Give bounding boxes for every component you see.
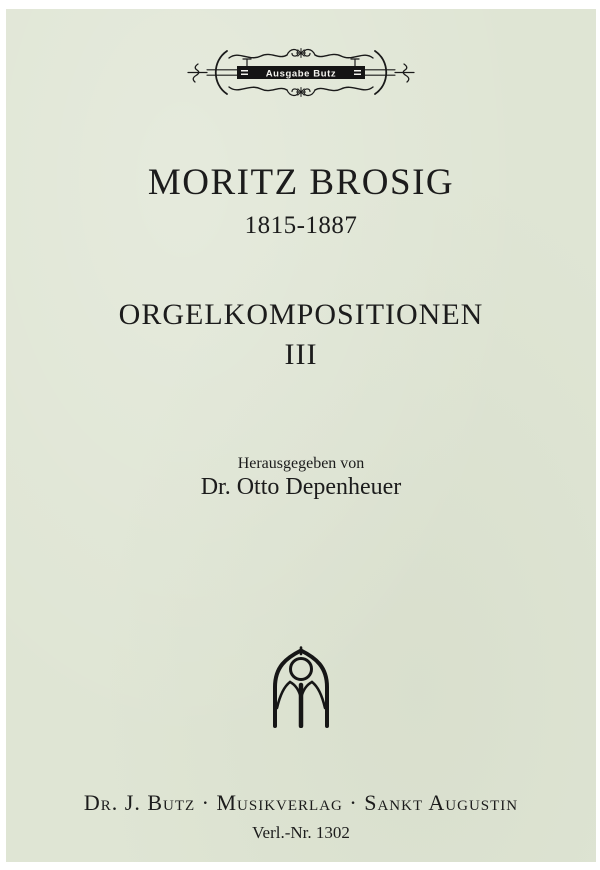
publisher-logo — [6, 646, 596, 728]
cover-page — [6, 9, 596, 862]
publisher-banner — [6, 45, 596, 101]
composer-life-dates: 1815-1887 — [244, 212, 358, 239]
composer-name: MORITZ BROSIG — [147, 162, 455, 203]
scroll-ornament-icon — [185, 45, 417, 101]
editor-intro: Herausgegeben von — [237, 455, 365, 472]
gothic-arch-icon — [266, 646, 336, 728]
catalog-number: Verl.-Nr. 1302 — [252, 823, 350, 842]
volume-numeral: III — [284, 338, 318, 371]
banner-label: Ausgabe Butz — [265, 68, 337, 80]
editor-name: Dr. Otto Depenheuer — [200, 474, 402, 500]
publisher-imprint: Dr. J. Butz · Musikverlag · Sankt Augustin — [83, 790, 519, 815]
work-title: ORGELKOMPOSITIONEN — [118, 298, 484, 331]
